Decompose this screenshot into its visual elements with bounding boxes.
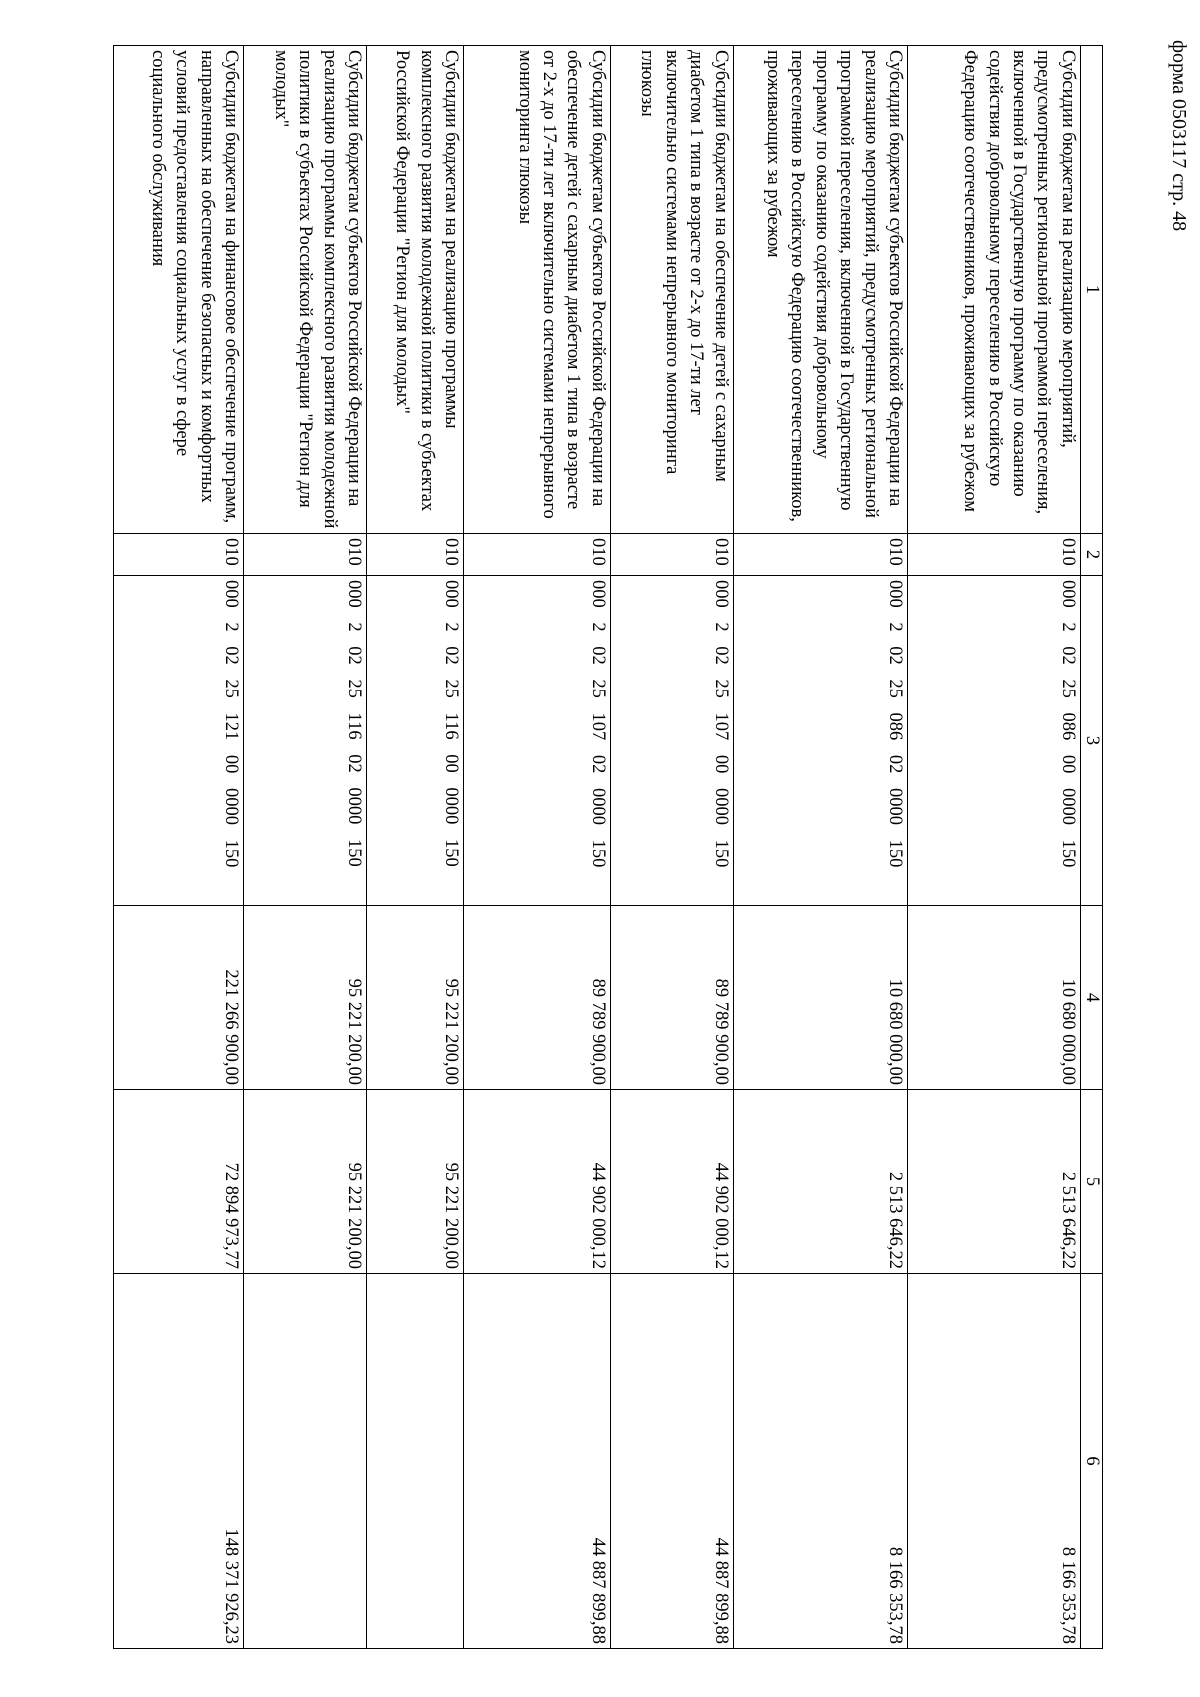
- column-number-row: [1080, 46, 1102, 1649]
- line-code-cell: 010: [610, 534, 733, 576]
- table-row: [464, 46, 611, 1649]
- column-header-3: 3: [1080, 576, 1102, 906]
- approved-amount-cell: 95 221 200,00: [367, 906, 464, 1090]
- unexecuted-amount-cell: 148 371 926,23: [114, 1274, 244, 1649]
- column-header-6: 6: [1080, 1274, 1102, 1649]
- column-header-4: 4: [1080, 906, 1102, 1090]
- table-row: [367, 46, 464, 1649]
- income-code-cell: 000 2 02 25 107 00 0000 150: [610, 576, 733, 906]
- income-name-cell: Субсидии бюджетам субъектов Российской Федерации на реализацию программы комплексного развития молодежной политики в субъектах Российской Федерации "Регион для молодых": [244, 46, 367, 534]
- income-report-table: [113, 45, 1103, 1649]
- executed-amount-cell: 2 513 646,22: [908, 1090, 1081, 1274]
- line-code-cell: 010: [244, 534, 367, 576]
- income-name-cell: Субсидии бюджетам на реализацию программы комплексного развития молодежной политики в субъектах Российской Федерации "Регион для молодых": [367, 46, 464, 534]
- table-row: [610, 46, 733, 1649]
- column-header-5: 5: [1080, 1090, 1102, 1274]
- executed-amount-cell: 44 902 000,12: [610, 1090, 733, 1274]
- approved-amount-cell: 89 789 900,00: [610, 906, 733, 1090]
- form-page-label: форма 0503117 стр. 48: [1168, 40, 1190, 232]
- table-row: [244, 46, 367, 1649]
- executed-amount-cell: 2 513 646,22: [733, 1090, 907, 1274]
- income-code-cell: 000 2 02 25 121 00 0000 150: [114, 576, 244, 906]
- income-name-cell: Субсидии бюджетам субъектов Российской Федерации на обеспечение детей с сахарным диабетом 1 типа в возрасте от 2-х до 17-ти лет включительно системами непрерывного мониторинга глюкозы: [464, 46, 611, 534]
- income-code-cell: 000 2 02 25 116 00 0000 150: [367, 576, 464, 906]
- executed-amount-cell: 95 221 200,00: [367, 1090, 464, 1274]
- rotated-sheet: [113, 45, 1103, 1648]
- line-code-cell: 010: [908, 534, 1081, 576]
- income-code-cell: 000 2 02 25 116 02 0000 150: [244, 576, 367, 906]
- income-name-cell: Субсидии бюджетам субъектов Российской Федерации на реализацию мероприятий, предусмотренных региональной программой переселения, включенной в Государственную программу по оказанию содействия добровольному переселению в Российскую Федерацию соотечественников, проживающих за рубежом: [733, 46, 907, 534]
- unexecuted-amount-cell: 8 166 353,78: [733, 1274, 907, 1649]
- line-code-cell: 010: [114, 534, 244, 576]
- table-row: [733, 46, 907, 1649]
- income-name-cell: Субсидии бюджетам на обеспечение детей с сахарным диабетом 1 типа в возрасте от 2-х до 17-ти лет включительно системами непрерывного мониторинга глюкозы: [610, 46, 733, 534]
- approved-amount-cell: 95 221 200,00: [244, 906, 367, 1090]
- approved-amount-cell: 89 789 900,00: [464, 906, 611, 1090]
- executed-amount-cell: 95 221 200,00: [244, 1090, 367, 1274]
- approved-amount-cell: 221 266 900,00: [114, 906, 244, 1090]
- income-code-cell: 000 2 02 25 086 00 0000 150: [908, 576, 1081, 906]
- income-name-cell: Субсидии бюджетам на финансовое обеспечение программ, направленных на обеспечение безопасных и комфортных условий предоставления социальных услуг в сфере социального обслуживания: [114, 46, 244, 534]
- column-header-1: 1: [1080, 46, 1102, 534]
- unexecuted-amount-cell: [367, 1274, 464, 1649]
- executed-amount-cell: 44 902 000,12: [464, 1090, 611, 1274]
- executed-amount-cell: 72 894 973,77: [114, 1090, 244, 1274]
- line-code-cell: 010: [464, 534, 611, 576]
- table-row: [114, 46, 244, 1649]
- income-code-cell: 000 2 02 25 107 02 0000 150: [464, 576, 611, 906]
- income-code-cell: 000 2 02 25 086 02 0000 150: [733, 576, 907, 906]
- unexecuted-amount-cell: 44 887 899,88: [464, 1274, 611, 1649]
- line-code-cell: 010: [367, 534, 464, 576]
- approved-amount-cell: 10 680 000,00: [908, 906, 1081, 1090]
- line-code-cell: 010: [733, 534, 907, 576]
- table-row: [908, 46, 1081, 1649]
- column-header-2: 2: [1080, 534, 1102, 576]
- unexecuted-amount-cell: [244, 1274, 367, 1649]
- unexecuted-amount-cell: 8 166 353,78: [908, 1274, 1081, 1649]
- income-name-cell: Субсидии бюджетам на реализацию мероприятий, предусмотренных региональной программой переселения, включенной в Государственную программу по оказанию содействия добровольному переселению в Российскую Федерацию соотечественников, проживающих за рубежом: [908, 46, 1081, 534]
- approved-amount-cell: 10 680 000,00: [733, 906, 907, 1090]
- unexecuted-amount-cell: 44 887 899,88: [610, 1274, 733, 1649]
